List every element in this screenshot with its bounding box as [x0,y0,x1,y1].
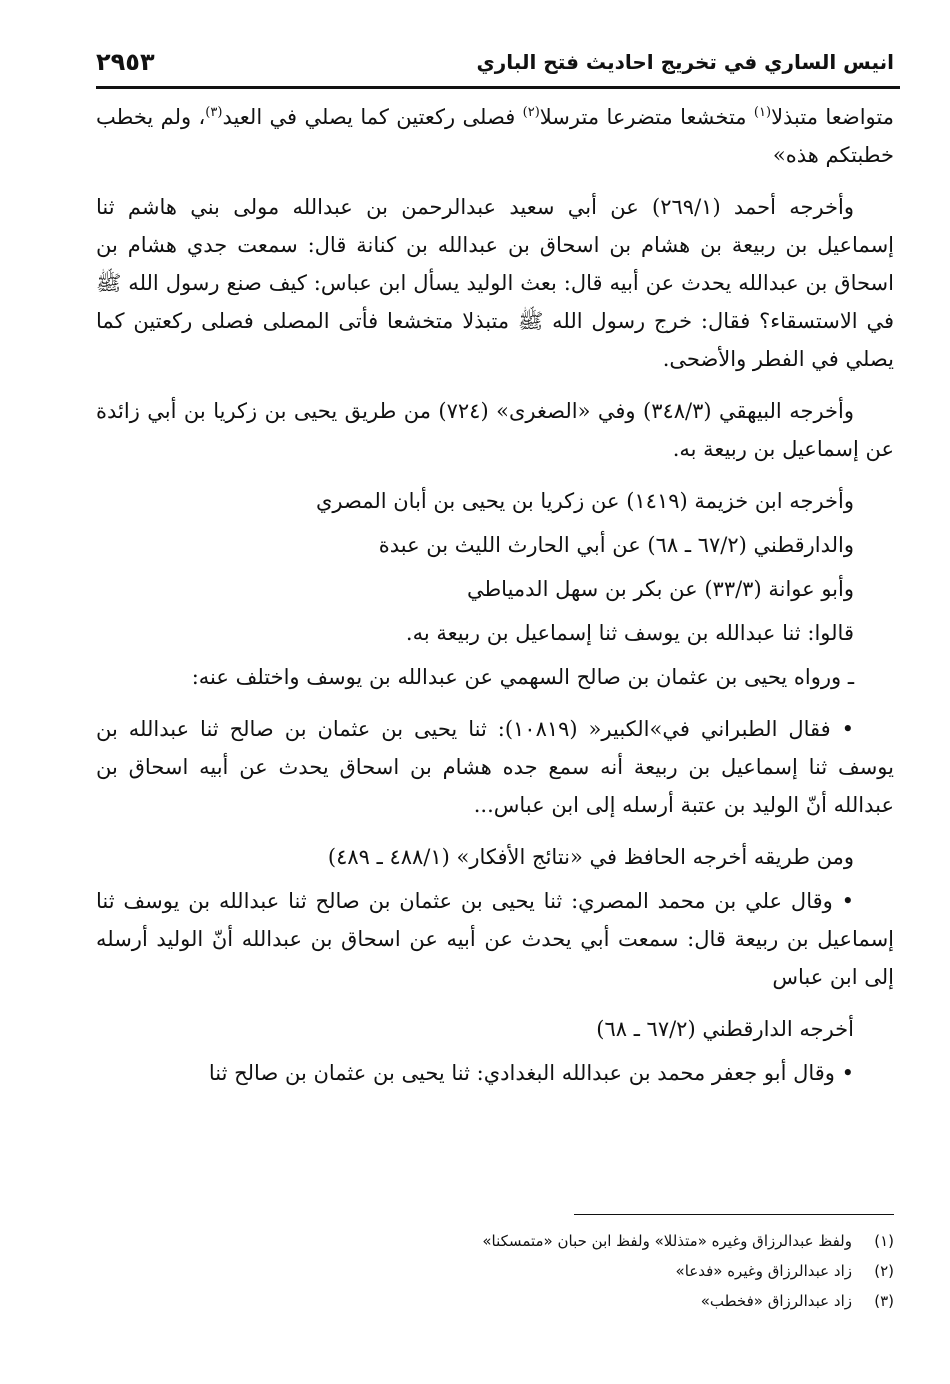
footnote-3 [96,1286,894,1316]
footnote-rule [574,1214,894,1215]
footnotes [96,1226,894,1316]
footnote-1 [96,1226,894,1256]
paragraph-1: متواضعا متبذلا$^{(١)}$ متخشعا متضرعا مترسلا$^{(٢)}$ فصلى ركعتين كما يصلي في العيد$^{(٣)}$، ولم يخطب خطبتكم هذه» [96,105,894,167]
paragraph-5: والدارقطني (٦٧/٢ ـ ٦٨) عن أبي الحارث الليث بن عبدة [378,533,854,557]
footnote-text: زاد عبدالرزاق «فخطب» [700,1292,852,1310]
paragraph-10: ومن طريقه أخرجه الحافظ في «نتائج الأفكار» (٤٨٨/١ ـ ٤٨٩) [327,845,854,869]
paragraph-8: ـ ورواه يحيى بن عثمان بن صالح السهمي عن عبدالله بن يوسف واختلف عنه: [191,665,854,689]
footnote-number: (٢) [874,1262,894,1280]
footnote-ref-2[interactable]: (٢) [522,105,540,120]
paragraph-7: قالوا: ثنا عبدالله بن يوسف ثنا إسماعيل بن ربيعة به. [405,621,854,645]
footnote-2 [96,1256,894,1286]
paragraph-6: وأبو عوانة (٣٣/٣) عن بكر بن سهل الدمياطي [466,577,854,601]
footnote-text: ولفظ عبدالرزاق وغيره «متذللا» ولفظ ابن حبان «متمسكنا» [482,1232,852,1250]
paragraph-13: • وقال أبو جعفر محمد بن عبدالله البغدادي: ثنا يحيى بن عثمان بن صالح ثنا [208,1061,854,1085]
header-rule [96,86,900,89]
paragraph-11: • وقال علي بن محمد المصري: ثنا يحيى بن عثمان بن صالح ثنا عبدالله بن يوسف ثنا إسماعيل بن ربيعة قال: سمعت أبي يحدث عن أبيه عن اسحاق بن عبدالله أنّ الوليد أرسله إلى ابن عباس [96,889,894,989]
page-header [96,40,894,84]
paragraph-3: وأخرجه البيهقي (٣٤٨/٣) وفي «الصغرى» (٧٢٤) من طريق يحيى بن زكريا بن أبي زائدة عن إسماعيل بن ربيعة به. [96,399,894,461]
paragraph-9: • فقال الطبراني في»الكبير« (١٠٨١٩): ثنا يحيى بن عثمان بن صالح ثنا عبدالله بن يوسف ثنا إسماعيل بن ربيعة أنه سمع جده هشام بن اسحاق يحدث عن أبيه اسحاق بن عبدالله أنّ الوليد بن عتبة أرسله إلى ابن عباس... [96,717,894,817]
paragraph-4: وأخرجه ابن خزيمة (١٤١٩) عن زكريا بن يحيى بن أبان المصري [315,489,854,513]
footnote-ref-3[interactable]: (٣) [205,105,223,120]
running-title: انيس الساري في تخريج احاديث فتح الباري [476,50,894,74]
page-number: ٢٩٥٣ [96,48,155,76]
main-text [96,98,894,1106]
footnote-number: (١) [874,1232,894,1250]
paragraph-2: وأخرجه أحمد (٢٦٩/١) عن أبي سعيد عبدالرحمن بن عبدالله مولى بني هاشم ثنا إسماعيل بن ربيعة بن هشام بن اسحاق بن عبدالله بن كنانة قال: سمعت جدي هشام بن اسحاق بن عبدالله يحدث عن أبيه قال: بعث الوليد يسأل ابن عباس: كيف صنع رسول الله ﷺ في الاستسقاء؟ فقال: خرج رسول الله ﷺ متبذلا متخشعا فأتى المصلى فصلى ركعتين كما يصلي في الفطر والأضحى. [96,195,894,371]
footnote-text: زاد عبدالرزاق وغيره «فدعا» [675,1262,852,1280]
footnote-number: (٣) [874,1292,894,1310]
footnote-ref-1[interactable]: (١) [753,105,772,120]
paragraph-12: أخرجه الدارقطني (٦٧/٢ ـ ٦٨) [596,1017,854,1041]
